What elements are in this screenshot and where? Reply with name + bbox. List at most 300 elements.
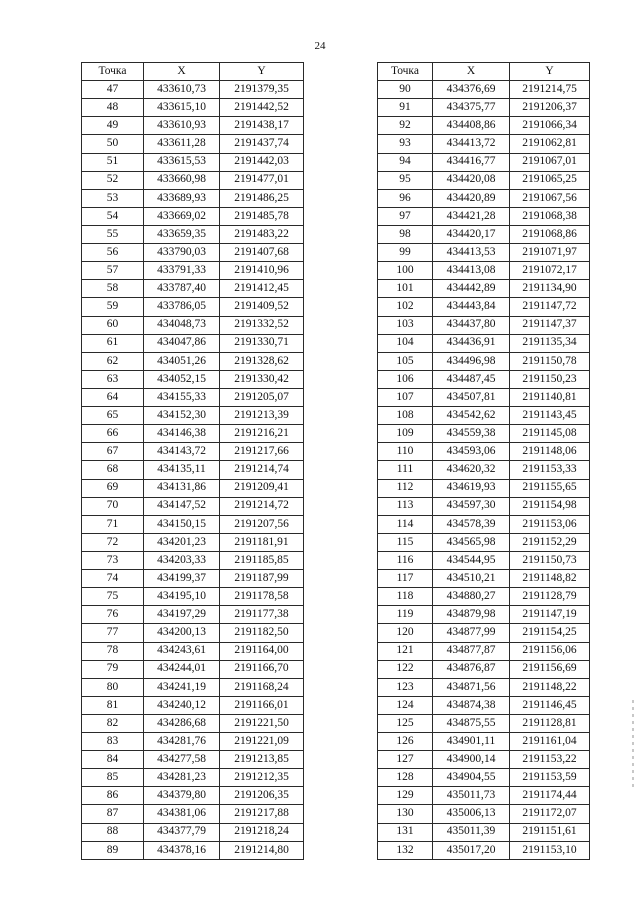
table-row xyxy=(82,280,304,298)
x-coordinate-cell: 434542,62 xyxy=(433,407,510,425)
column-header-point: Точка xyxy=(378,63,433,81)
table-row xyxy=(378,316,590,334)
y-coordinate-cell: 2191217,66 xyxy=(220,443,304,461)
y-coordinate-cell: 2191154,98 xyxy=(510,497,590,515)
y-coordinate-cell: 2191217,88 xyxy=(220,805,304,823)
x-coordinate-cell: 433787,40 xyxy=(144,280,220,298)
column-header-x: X xyxy=(433,63,510,81)
point-number-cell: 112 xyxy=(378,479,433,497)
point-number-cell: 81 xyxy=(82,696,144,714)
y-coordinate-cell: 2191156,69 xyxy=(510,660,590,678)
x-coordinate-cell: 434559,38 xyxy=(433,425,510,443)
y-coordinate-cell: 2191153,06 xyxy=(510,515,590,533)
x-coordinate-cell: 434879,98 xyxy=(433,606,510,624)
point-number-cell: 108 xyxy=(378,407,433,425)
y-coordinate-cell: 2191068,86 xyxy=(510,225,590,243)
table-row xyxy=(378,714,590,732)
y-coordinate-cell: 2191148,06 xyxy=(510,443,590,461)
table-row xyxy=(82,751,304,769)
table-row xyxy=(378,81,590,99)
point-number-cell: 93 xyxy=(378,135,433,153)
table-row xyxy=(82,497,304,515)
table-row xyxy=(378,135,590,153)
x-coordinate-cell: 434051,26 xyxy=(144,352,220,370)
y-coordinate-cell: 2191174,44 xyxy=(510,787,590,805)
x-coordinate-cell: 434243,61 xyxy=(144,642,220,660)
point-number-cell: 75 xyxy=(82,588,144,606)
table-row xyxy=(378,479,590,497)
table-row xyxy=(378,805,590,823)
table-row xyxy=(378,642,590,660)
x-coordinate-cell: 434507,81 xyxy=(433,388,510,406)
point-number-cell: 105 xyxy=(378,352,433,370)
x-coordinate-cell: 434240,12 xyxy=(144,696,220,714)
y-coordinate-cell: 2191155,65 xyxy=(510,479,590,497)
point-number-cell: 61 xyxy=(82,334,144,352)
table-row xyxy=(378,497,590,515)
point-number-cell: 53 xyxy=(82,189,144,207)
x-coordinate-cell: 434375,77 xyxy=(433,99,510,117)
coordinates-table-left xyxy=(81,62,304,860)
table-row xyxy=(82,81,304,99)
y-coordinate-cell: 2191153,22 xyxy=(510,751,590,769)
table-row xyxy=(378,407,590,425)
x-coordinate-cell: 434408,86 xyxy=(433,117,510,135)
point-number-cell: 99 xyxy=(378,244,433,262)
table-row xyxy=(82,515,304,533)
x-coordinate-cell: 434565,98 xyxy=(433,533,510,551)
x-coordinate-cell: 434877,87 xyxy=(433,642,510,660)
x-coordinate-cell: 434381,06 xyxy=(144,805,220,823)
x-coordinate-cell: 434146,38 xyxy=(144,425,220,443)
table-row xyxy=(378,370,590,388)
point-number-cell: 106 xyxy=(378,370,433,388)
point-number-cell: 52 xyxy=(82,171,144,189)
point-number-cell: 103 xyxy=(378,316,433,334)
y-coordinate-cell: 2191135,34 xyxy=(510,334,590,352)
table-row xyxy=(378,443,590,461)
y-coordinate-cell: 2191379,35 xyxy=(220,81,304,99)
table-row xyxy=(378,551,590,569)
y-coordinate-cell: 2191168,24 xyxy=(220,678,304,696)
y-coordinate-cell: 2191486,25 xyxy=(220,189,304,207)
y-coordinate-cell: 2191156,06 xyxy=(510,642,590,660)
y-coordinate-cell: 2191214,72 xyxy=(220,497,304,515)
x-coordinate-cell: 434147,52 xyxy=(144,497,220,515)
point-number-cell: 73 xyxy=(82,551,144,569)
y-coordinate-cell: 2191151,61 xyxy=(510,823,590,841)
table-row xyxy=(82,117,304,135)
table-row xyxy=(82,225,304,243)
table-row xyxy=(82,787,304,805)
column-header-y: Y xyxy=(510,63,590,81)
point-number-cell: 69 xyxy=(82,479,144,497)
y-coordinate-cell: 2191185,85 xyxy=(220,551,304,569)
y-coordinate-cell: 2191153,10 xyxy=(510,841,590,859)
point-number-cell: 84 xyxy=(82,751,144,769)
point-number-cell: 109 xyxy=(378,425,433,443)
x-coordinate-cell: 434378,16 xyxy=(144,841,220,859)
y-coordinate-cell: 2191442,03 xyxy=(220,153,304,171)
x-coordinate-cell: 434200,13 xyxy=(144,624,220,642)
y-coordinate-cell: 2191412,45 xyxy=(220,280,304,298)
y-coordinate-cell: 2191212,35 xyxy=(220,769,304,787)
y-coordinate-cell: 2191209,41 xyxy=(220,479,304,497)
table-body-right xyxy=(378,63,590,860)
point-number-cell: 63 xyxy=(82,370,144,388)
table-row xyxy=(378,533,590,551)
y-coordinate-cell: 2191153,33 xyxy=(510,461,590,479)
x-coordinate-cell: 434199,37 xyxy=(144,570,220,588)
y-coordinate-cell: 2191150,23 xyxy=(510,370,590,388)
x-coordinate-cell: 433669,02 xyxy=(144,207,220,225)
point-number-cell: 125 xyxy=(378,714,433,732)
y-coordinate-cell: 2191409,52 xyxy=(220,298,304,316)
point-number-cell: 60 xyxy=(82,316,144,334)
point-number-cell: 71 xyxy=(82,515,144,533)
x-coordinate-cell: 434876,87 xyxy=(433,660,510,678)
point-number-cell: 100 xyxy=(378,262,433,280)
y-coordinate-cell: 2191067,56 xyxy=(510,189,590,207)
x-coordinate-cell: 434143,72 xyxy=(144,443,220,461)
x-coordinate-cell: 434904,55 xyxy=(433,769,510,787)
table-row xyxy=(378,696,590,714)
point-number-cell: 120 xyxy=(378,624,433,642)
table-row xyxy=(82,135,304,153)
x-coordinate-cell: 434901,11 xyxy=(433,733,510,751)
table-row xyxy=(82,262,304,280)
point-number-cell: 62 xyxy=(82,352,144,370)
y-coordinate-cell: 2191150,78 xyxy=(510,352,590,370)
table-row xyxy=(378,787,590,805)
x-coordinate-cell: 434442,89 xyxy=(433,280,510,298)
x-coordinate-cell: 434241,19 xyxy=(144,678,220,696)
x-coordinate-cell: 434281,23 xyxy=(144,769,220,787)
x-coordinate-cell: 434436,91 xyxy=(433,334,510,352)
point-number-cell: 74 xyxy=(82,570,144,588)
table-row xyxy=(82,407,304,425)
table-row xyxy=(82,171,304,189)
y-coordinate-cell: 2191150,73 xyxy=(510,551,590,569)
x-coordinate-cell: 435011,39 xyxy=(433,823,510,841)
table-row xyxy=(82,334,304,352)
x-coordinate-cell: 433610,73 xyxy=(144,81,220,99)
y-coordinate-cell: 2191221,09 xyxy=(220,733,304,751)
table-body-left xyxy=(82,63,304,860)
x-coordinate-cell: 433615,53 xyxy=(144,153,220,171)
table-row xyxy=(378,678,590,696)
x-coordinate-cell: 434277,58 xyxy=(144,751,220,769)
y-coordinate-cell: 2191147,37 xyxy=(510,316,590,334)
point-number-cell: 111 xyxy=(378,461,433,479)
y-coordinate-cell: 2191410,96 xyxy=(220,262,304,280)
table-row xyxy=(82,443,304,461)
x-coordinate-cell: 435011,73 xyxy=(433,787,510,805)
point-number-cell: 72 xyxy=(82,533,144,551)
x-coordinate-cell: 434379,80 xyxy=(144,787,220,805)
table-row xyxy=(378,751,590,769)
point-number-cell: 79 xyxy=(82,660,144,678)
y-coordinate-cell: 2191218,24 xyxy=(220,823,304,841)
point-number-cell: 58 xyxy=(82,280,144,298)
x-coordinate-cell: 433615,10 xyxy=(144,99,220,117)
point-number-cell: 78 xyxy=(82,642,144,660)
y-coordinate-cell: 2191477,01 xyxy=(220,171,304,189)
point-number-cell: 107 xyxy=(378,388,433,406)
x-coordinate-cell: 434619,93 xyxy=(433,479,510,497)
table-row xyxy=(82,316,304,334)
x-coordinate-cell: 434244,01 xyxy=(144,660,220,678)
y-coordinate-cell: 2191216,21 xyxy=(220,425,304,443)
table-header-row xyxy=(378,63,590,81)
x-coordinate-cell: 434155,33 xyxy=(144,388,220,406)
y-coordinate-cell: 2191178,58 xyxy=(220,588,304,606)
table-header-row xyxy=(82,63,304,81)
table-row xyxy=(82,642,304,660)
point-number-cell: 95 xyxy=(378,171,433,189)
y-coordinate-cell: 2191062,81 xyxy=(510,135,590,153)
table-row xyxy=(378,733,590,751)
x-coordinate-cell: 434413,53 xyxy=(433,244,510,262)
y-coordinate-cell: 2191146,45 xyxy=(510,696,590,714)
column-header-point: Точка xyxy=(82,63,144,81)
point-number-cell: 97 xyxy=(378,207,433,225)
point-number-cell: 104 xyxy=(378,334,433,352)
x-coordinate-cell: 434496,98 xyxy=(433,352,510,370)
y-coordinate-cell: 2191207,56 xyxy=(220,515,304,533)
y-coordinate-cell: 2191066,34 xyxy=(510,117,590,135)
table-row xyxy=(82,624,304,642)
y-coordinate-cell: 2191143,45 xyxy=(510,407,590,425)
y-coordinate-cell: 2191330,71 xyxy=(220,334,304,352)
table-row xyxy=(378,606,590,624)
point-number-cell: 102 xyxy=(378,298,433,316)
point-number-cell: 116 xyxy=(378,551,433,569)
table-row xyxy=(378,769,590,787)
y-coordinate-cell: 2191068,38 xyxy=(510,207,590,225)
point-number-cell: 90 xyxy=(378,81,433,99)
x-coordinate-cell: 434880,27 xyxy=(433,588,510,606)
y-coordinate-cell: 2191148,82 xyxy=(510,570,590,588)
y-coordinate-cell: 2191067,01 xyxy=(510,153,590,171)
table-row xyxy=(82,153,304,171)
y-coordinate-cell: 2191221,50 xyxy=(220,714,304,732)
y-coordinate-cell: 2191072,17 xyxy=(510,262,590,280)
table-row xyxy=(378,461,590,479)
x-coordinate-cell: 434871,56 xyxy=(433,678,510,696)
point-number-cell: 113 xyxy=(378,497,433,515)
table-row xyxy=(82,388,304,406)
x-coordinate-cell: 434597,30 xyxy=(433,497,510,515)
x-coordinate-cell: 434437,80 xyxy=(433,316,510,334)
y-coordinate-cell: 2191177,38 xyxy=(220,606,304,624)
y-coordinate-cell: 2191065,25 xyxy=(510,171,590,189)
point-number-cell: 110 xyxy=(378,443,433,461)
point-number-cell: 123 xyxy=(378,678,433,696)
x-coordinate-cell: 433659,35 xyxy=(144,225,220,243)
point-number-cell: 80 xyxy=(82,678,144,696)
point-number-cell: 65 xyxy=(82,407,144,425)
y-coordinate-cell: 2191407,68 xyxy=(220,244,304,262)
table-row xyxy=(82,207,304,225)
y-coordinate-cell: 2191152,29 xyxy=(510,533,590,551)
point-number-cell: 50 xyxy=(82,135,144,153)
x-coordinate-cell: 434376,69 xyxy=(433,81,510,99)
x-coordinate-cell: 434874,38 xyxy=(433,696,510,714)
point-number-cell: 96 xyxy=(378,189,433,207)
point-number-cell: 118 xyxy=(378,588,433,606)
point-number-cell: 55 xyxy=(82,225,144,243)
table-row xyxy=(82,352,304,370)
x-coordinate-cell: 434281,76 xyxy=(144,733,220,751)
x-coordinate-cell: 435017,20 xyxy=(433,841,510,859)
column-header-y: Y xyxy=(220,63,304,81)
y-coordinate-cell: 2191154,25 xyxy=(510,624,590,642)
table-row xyxy=(82,805,304,823)
table-row xyxy=(378,99,590,117)
x-coordinate-cell: 434135,11 xyxy=(144,461,220,479)
x-coordinate-cell: 434875,55 xyxy=(433,714,510,732)
point-number-cell: 98 xyxy=(378,225,433,243)
table-row xyxy=(378,298,590,316)
table-row xyxy=(82,678,304,696)
table-row xyxy=(82,841,304,859)
table-row xyxy=(82,660,304,678)
table-row xyxy=(82,714,304,732)
table-row xyxy=(82,370,304,388)
table-row xyxy=(82,733,304,751)
point-number-cell: 88 xyxy=(82,823,144,841)
y-coordinate-cell: 2191328,62 xyxy=(220,352,304,370)
x-coordinate-cell: 434413,72 xyxy=(433,135,510,153)
y-coordinate-cell: 2191166,70 xyxy=(220,660,304,678)
table-row xyxy=(82,425,304,443)
table-row xyxy=(82,99,304,117)
table-row xyxy=(378,189,590,207)
table-row xyxy=(378,334,590,352)
x-coordinate-cell: 434420,17 xyxy=(433,225,510,243)
x-coordinate-cell: 434420,89 xyxy=(433,189,510,207)
table-row xyxy=(378,280,590,298)
x-coordinate-cell: 434443,84 xyxy=(433,298,510,316)
x-coordinate-cell: 434487,45 xyxy=(433,370,510,388)
table-row xyxy=(378,207,590,225)
point-number-cell: 49 xyxy=(82,117,144,135)
x-coordinate-cell: 434286,68 xyxy=(144,714,220,732)
x-coordinate-cell: 434877,99 xyxy=(433,624,510,642)
y-coordinate-cell: 2191145,08 xyxy=(510,425,590,443)
x-coordinate-cell: 434195,10 xyxy=(144,588,220,606)
y-coordinate-cell: 2191206,35 xyxy=(220,787,304,805)
x-coordinate-cell: 434900,14 xyxy=(433,751,510,769)
point-number-cell: 70 xyxy=(82,497,144,515)
point-number-cell: 89 xyxy=(82,841,144,859)
point-number-cell: 77 xyxy=(82,624,144,642)
table-row xyxy=(82,479,304,497)
y-coordinate-cell: 2191214,75 xyxy=(510,81,590,99)
point-number-cell: 56 xyxy=(82,244,144,262)
point-number-cell: 67 xyxy=(82,443,144,461)
table-row xyxy=(82,551,304,569)
point-number-cell: 122 xyxy=(378,660,433,678)
y-coordinate-cell: 2191172,07 xyxy=(510,805,590,823)
y-coordinate-cell: 2191148,22 xyxy=(510,678,590,696)
x-coordinate-cell: 434593,06 xyxy=(433,443,510,461)
y-coordinate-cell: 2191437,74 xyxy=(220,135,304,153)
point-number-cell: 121 xyxy=(378,642,433,660)
point-number-cell: 68 xyxy=(82,461,144,479)
scan-edge-mark xyxy=(632,700,634,790)
table-row xyxy=(378,425,590,443)
point-number-cell: 92 xyxy=(378,117,433,135)
point-number-cell: 130 xyxy=(378,805,433,823)
y-coordinate-cell: 2191214,74 xyxy=(220,461,304,479)
table-row xyxy=(378,225,590,243)
x-coordinate-cell: 434047,86 xyxy=(144,334,220,352)
x-coordinate-cell: 434413,08 xyxy=(433,262,510,280)
x-coordinate-cell: 434377,79 xyxy=(144,823,220,841)
table-row xyxy=(378,660,590,678)
point-number-cell: 59 xyxy=(82,298,144,316)
point-number-cell: 64 xyxy=(82,388,144,406)
point-number-cell: 57 xyxy=(82,262,144,280)
point-number-cell: 94 xyxy=(378,153,433,171)
point-number-cell: 114 xyxy=(378,515,433,533)
y-coordinate-cell: 2191181,91 xyxy=(220,533,304,551)
table-row xyxy=(378,352,590,370)
table-row xyxy=(378,117,590,135)
point-number-cell: 85 xyxy=(82,769,144,787)
column-header-x: X xyxy=(144,63,220,81)
point-number-cell: 82 xyxy=(82,714,144,732)
y-coordinate-cell: 2191332,52 xyxy=(220,316,304,334)
y-coordinate-cell: 2191206,37 xyxy=(510,99,590,117)
point-number-cell: 66 xyxy=(82,425,144,443)
point-number-cell: 124 xyxy=(378,696,433,714)
table-row xyxy=(82,298,304,316)
x-coordinate-cell: 434048,73 xyxy=(144,316,220,334)
table-row xyxy=(82,588,304,606)
table-row xyxy=(378,624,590,642)
x-coordinate-cell: 434201,23 xyxy=(144,533,220,551)
table-row xyxy=(378,171,590,189)
table-row xyxy=(82,823,304,841)
x-coordinate-cell: 434150,15 xyxy=(144,515,220,533)
point-number-cell: 115 xyxy=(378,533,433,551)
y-coordinate-cell: 2191330,42 xyxy=(220,370,304,388)
table-row xyxy=(378,262,590,280)
x-coordinate-cell: 434620,32 xyxy=(433,461,510,479)
table-row xyxy=(82,189,304,207)
y-coordinate-cell: 2191147,72 xyxy=(510,298,590,316)
point-number-cell: 86 xyxy=(82,787,144,805)
y-coordinate-cell: 2191128,81 xyxy=(510,714,590,732)
table-row xyxy=(378,570,590,588)
x-coordinate-cell: 434131,86 xyxy=(144,479,220,497)
y-coordinate-cell: 2191205,07 xyxy=(220,388,304,406)
y-coordinate-cell: 2191483,22 xyxy=(220,225,304,243)
point-number-cell: 132 xyxy=(378,841,433,859)
point-number-cell: 83 xyxy=(82,733,144,751)
x-coordinate-cell: 434578,39 xyxy=(433,515,510,533)
table-row xyxy=(378,244,590,262)
x-coordinate-cell: 434544,95 xyxy=(433,551,510,569)
y-coordinate-cell: 2191485,78 xyxy=(220,207,304,225)
y-coordinate-cell: 2191153,59 xyxy=(510,769,590,787)
point-number-cell: 127 xyxy=(378,751,433,769)
table-row xyxy=(82,461,304,479)
point-number-cell: 47 xyxy=(82,81,144,99)
